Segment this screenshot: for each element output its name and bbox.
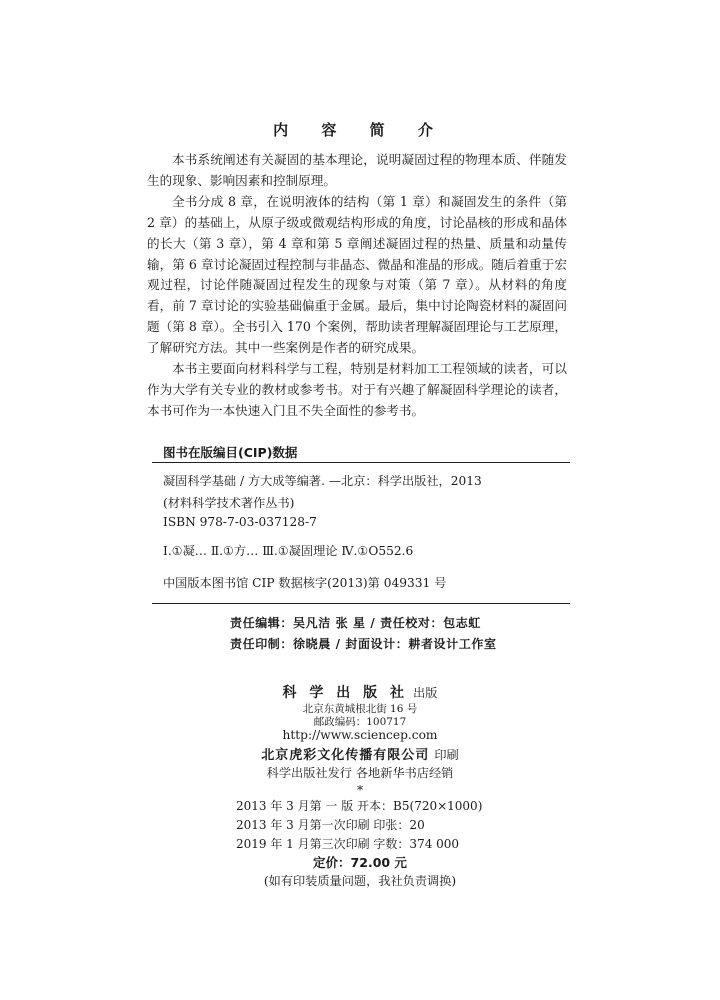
publisher-line [0,682,720,702]
printer-line [0,744,720,763]
first-print-line: 2013 年 3 月第一次印刷 印张：20 [236,818,425,832]
cip-top-rule [152,462,570,463]
staff-production: 责任印制：徐晓晨 / 封面设计：耕者设计工作室 [230,637,497,651]
staff-editors: 责任编辑：吴凡洁 张 星 / 责任校对：包志虹 [230,616,481,630]
distribution-line: 科学出版社发行 各地新华书店经销 [266,766,454,780]
cip-record-number: 中国版本图书馆 CIP 数据核字(2013)第 049331 号 [163,576,447,590]
cip-heading: 图书在版编目(CIP)数据 [163,445,298,460]
price: 定价：72.00 元 [313,855,407,870]
cip-isbn: ISBN 978-7-03-037128-7 [163,515,317,529]
printer-suffix: 印刷 [434,748,459,762]
cip-entry: 凝固科学基础 / 方大成等编著. —北京：科学出版社，2013 [163,474,482,488]
summary-body [147,150,567,422]
publisher-name: 科 学 出 版 社 [282,685,409,701]
summary-paragraph-2: 全书分成 8 章，在说明液体的结构（第 1 章）和凝固发生的条件（第 2 章）的基础上，从原子级或微观结构形成的角度，讨论晶核的形成和晶体的长大（第 3 章），第 4 章和第 5 章阐述凝固过程的热量、质量和动量传输，第 6 章讨论凝固过程控制与非晶态、微晶和准晶的形成。随后着重于宏观过程，讨论伴随凝固过程发生的现象与对策（第 7 章）。从材料的角度看，前 7 章讨论的实验基础偏重于金属。最后，集中讨论陶瓷材料的凝固问题（第 8 章）。全书引入 170 个案例，帮助读者理解凝固理论与工艺原理，了解研究方法。其中一些案例是作者的研究成果。 [147,193,567,356]
publisher-address: 北京东黄城根北街 16 号 [302,703,418,715]
publisher-url: http://www.sciencep.com [282,728,438,742]
cip-classification: Ⅰ.①凝… Ⅱ.①方… Ⅲ.①凝固理论 Ⅳ.①O552.6 [163,544,414,558]
edition-line: 2013 年 3 月第 一 版 开本：B5(720×1000) [236,799,483,813]
separator-asterisk: * [356,783,364,797]
quality-note: (如有印装质量问题，我社负责调换) [263,874,457,888]
printer-name: 北京虎彩文化传播有限公司 [261,748,430,763]
summary-paragraph-3: 本书主要面向材料科学与工程，特别是材料加工工程领域的读者，可以作为大学有关专业的教材或参考书。对于有兴趣了解凝固科学理论的读者，本书可作为一本快速入门且不失全面性的参考书。 [147,361,567,418]
cip-series: (材料科学技术著作丛书) [163,496,295,510]
cip-bottom-rule [152,603,570,604]
publisher-postcode: 邮政编码：100717 [313,716,407,728]
summary-title: 内 容 简 介 [273,121,447,139]
publisher-suffix: 出版 [413,686,438,700]
summary-paragraph-1: 本书系统阐述有关凝固的基本理论，说明凝固过程的物理本质、伴随发生的现象、影响因素和控制原理。 [147,152,567,188]
third-print-line: 2019 年 1 月第三次印刷 字数：374 000 [236,837,460,851]
